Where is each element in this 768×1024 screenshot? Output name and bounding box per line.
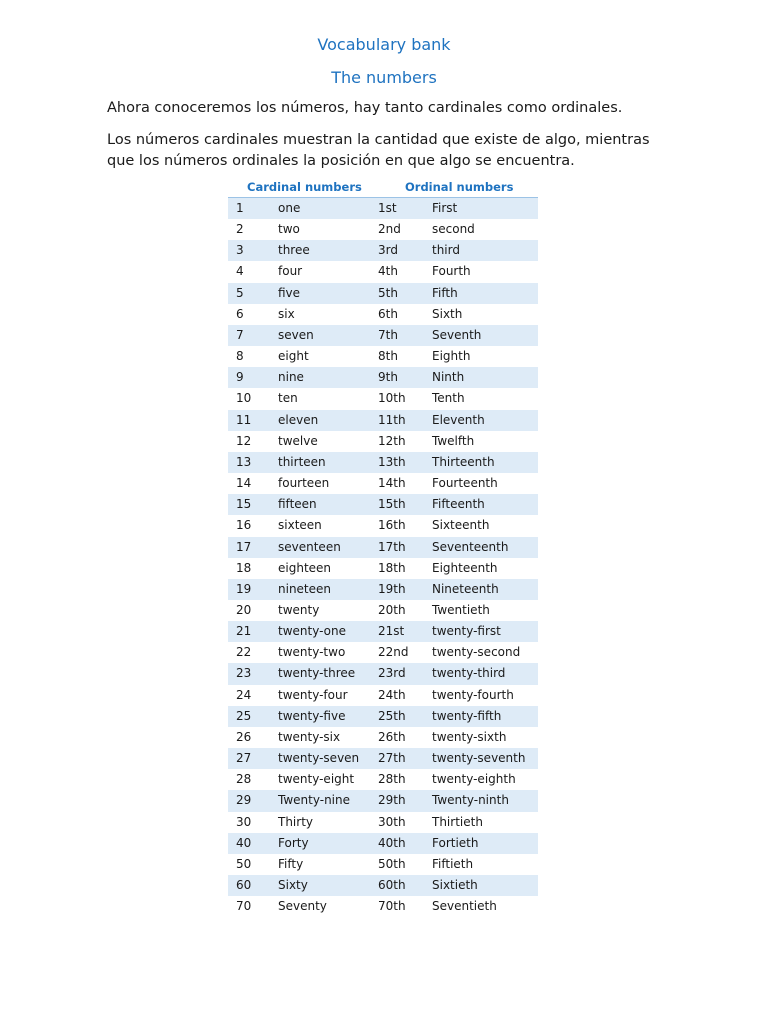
cardinal-digit: 13 bbox=[236, 454, 252, 469]
cardinal-numbers-header: Cardinal numbers bbox=[247, 180, 362, 194]
table-row bbox=[228, 875, 538, 896]
table-row bbox=[228, 748, 538, 769]
cardinal-word: seventeen bbox=[278, 539, 341, 554]
table-row bbox=[228, 685, 538, 706]
table-row bbox=[228, 621, 538, 642]
cardinal-word: five bbox=[278, 285, 301, 300]
table-row bbox=[228, 473, 538, 494]
table-row bbox=[228, 600, 538, 621]
ordinal-digit: 26th bbox=[378, 729, 406, 744]
cardinal-word: eleven bbox=[278, 412, 319, 427]
ordinal-digit: 70th bbox=[378, 899, 406, 914]
table-row bbox=[228, 304, 538, 325]
ordinal-word: Fourth bbox=[432, 264, 471, 279]
cardinal-digit: 14 bbox=[236, 476, 252, 491]
ordinal-digit: 14th bbox=[378, 476, 406, 491]
explanation-line-2: que los números ordinales la posición en que algo se encuentra. bbox=[107, 153, 575, 169]
cardinal-digit: 20 bbox=[236, 602, 252, 617]
cardinal-digit: 4 bbox=[236, 264, 244, 279]
page-title: Vocabulary bank bbox=[317, 35, 451, 54]
cardinal-digit: 11 bbox=[236, 412, 252, 427]
table-row bbox=[228, 198, 538, 219]
ordinal-word: twenty-eighth bbox=[432, 772, 516, 787]
ordinal-word: Nineteenth bbox=[432, 581, 499, 596]
ordinal-word: Eighteenth bbox=[432, 560, 498, 575]
ordinal-word: twenty-seventh bbox=[432, 751, 526, 766]
ordinal-digit: 6th bbox=[378, 306, 398, 321]
ordinal-digit: 7th bbox=[378, 327, 398, 342]
ordinal-digit: 18th bbox=[378, 560, 406, 575]
cardinal-word: Seventy bbox=[278, 899, 327, 914]
ordinal-digit: 2nd bbox=[378, 222, 401, 237]
cardinal-word: two bbox=[278, 222, 300, 237]
ordinal-word: Eleventh bbox=[432, 412, 485, 427]
ordinal-digit: 13th bbox=[378, 454, 406, 469]
ordinal-digit: 16th bbox=[378, 518, 406, 533]
page-subtitle: The numbers bbox=[331, 68, 437, 87]
ordinal-digit: 8th bbox=[378, 349, 398, 364]
ordinal-digit: 29th bbox=[378, 793, 406, 808]
ordinal-word: Fifteenth bbox=[432, 497, 485, 512]
ordinal-word: Twenty-ninth bbox=[432, 793, 509, 808]
ordinal-digit: 22nd bbox=[378, 645, 409, 660]
ordinal-digit: 1st bbox=[378, 201, 397, 215]
table-row bbox=[228, 410, 538, 431]
table-header bbox=[228, 179, 538, 197]
table-row bbox=[228, 896, 538, 917]
cardinal-word: one bbox=[278, 201, 301, 215]
table-row bbox=[228, 558, 538, 579]
cardinal-word: Sixty bbox=[278, 878, 308, 892]
table-row bbox=[228, 812, 538, 833]
table-row bbox=[228, 790, 538, 811]
ordinal-word: Tenth bbox=[432, 391, 465, 406]
ordinal-word: twenty-fifth bbox=[432, 708, 502, 723]
ordinal-word: Sixth bbox=[432, 306, 463, 321]
cardinal-word: twenty-six bbox=[278, 729, 341, 744]
cardinal-word: Thirty bbox=[278, 814, 314, 829]
table-row bbox=[228, 367, 538, 388]
cardinal-digit: 16 bbox=[236, 518, 252, 533]
cardinal-digit: 70 bbox=[236, 899, 252, 914]
ordinal-word: Fifth bbox=[432, 285, 458, 300]
cardinal-digit: 24 bbox=[236, 687, 252, 702]
cardinal-digit: 3 bbox=[236, 243, 244, 258]
cardinal-word: twenty-two bbox=[278, 645, 346, 660]
cardinal-word: Fifty bbox=[278, 856, 304, 871]
cardinal-digit: 12 bbox=[236, 433, 252, 448]
ordinal-word: Seventieth bbox=[432, 899, 497, 914]
cardinal-word: fourteen bbox=[278, 476, 330, 491]
ordinal-digit: 60th bbox=[378, 878, 406, 892]
table-row bbox=[228, 706, 538, 727]
cardinal-word: twenty-five bbox=[278, 708, 346, 723]
table-row bbox=[228, 642, 538, 663]
cardinal-digit: 23 bbox=[236, 666, 252, 681]
cardinal-digit: 25 bbox=[236, 708, 252, 723]
ordinal-word: Fortieth bbox=[432, 835, 479, 850]
ordinal-word: Fourteenth bbox=[432, 476, 498, 491]
cardinal-digit: 8 bbox=[236, 349, 244, 364]
cardinal-digit: 9 bbox=[236, 370, 244, 385]
ordinal-digit: 25th bbox=[378, 708, 406, 723]
explanation-line-1: Los números cardinales muestran la cantidad que existe de algo, mientras bbox=[107, 132, 650, 148]
cardinal-word: thirteen bbox=[278, 454, 326, 469]
cardinal-word: twenty-four bbox=[278, 687, 348, 702]
cardinal-word: three bbox=[278, 243, 310, 258]
cardinal-digit: 15 bbox=[236, 497, 252, 512]
ordinal-word: Ninth bbox=[432, 370, 465, 385]
cardinal-word: Twenty-nine bbox=[278, 793, 350, 808]
ordinal-word: Eighth bbox=[432, 349, 471, 364]
ordinal-digit: 10th bbox=[378, 391, 406, 406]
ordinal-numbers-header: Ordinal numbers bbox=[405, 180, 514, 194]
ordinal-digit: 4th bbox=[378, 264, 398, 279]
intro-paragraph: Ahora conoceremos los números, hay tanto cardinales como ordinales. bbox=[107, 100, 623, 116]
ordinal-digit: 28th bbox=[378, 772, 406, 787]
cardinal-word: sixteen bbox=[278, 518, 322, 533]
cardinal-word: eighteen bbox=[278, 560, 332, 575]
ordinal-digit: 20th bbox=[378, 602, 406, 617]
table-row bbox=[228, 388, 538, 409]
ordinal-digit: 21st bbox=[378, 624, 405, 639]
cardinal-digit: 6 bbox=[236, 306, 244, 321]
cardinal-word: seven bbox=[278, 327, 314, 342]
ordinal-word: Seventh bbox=[432, 327, 482, 342]
cardinal-word: Forty bbox=[278, 835, 309, 850]
ordinal-digit: 40th bbox=[378, 835, 406, 850]
cardinal-digit: 2 bbox=[236, 222, 244, 237]
table-row bbox=[228, 431, 538, 452]
ordinal-word: Thirtieth bbox=[432, 814, 483, 829]
cardinal-word: twenty-eight bbox=[278, 772, 355, 787]
ordinal-word: twenty-sixth bbox=[432, 729, 507, 744]
table-row bbox=[228, 283, 538, 304]
ordinal-digit: 9th bbox=[378, 370, 398, 385]
ordinal-digit: 30th bbox=[378, 814, 406, 829]
cardinal-digit: 40 bbox=[236, 835, 252, 850]
cardinal-word: twenty bbox=[278, 602, 320, 617]
cardinal-digit: 19 bbox=[236, 581, 252, 596]
ordinal-word: Seventeenth bbox=[432, 539, 509, 554]
table-row bbox=[228, 537, 538, 558]
cardinal-word: twenty-seven bbox=[278, 751, 360, 766]
ordinal-digit: 19th bbox=[378, 581, 406, 596]
table-row bbox=[228, 219, 538, 240]
cardinal-word: fifteen bbox=[278, 497, 317, 512]
ordinal-digit: 50th bbox=[378, 856, 406, 871]
table-row bbox=[228, 515, 538, 536]
ordinal-digit: 11th bbox=[378, 412, 406, 427]
ordinal-word: Twentieth bbox=[432, 602, 490, 617]
cardinal-word: twenty-three bbox=[278, 666, 356, 681]
cardinal-digit: 18 bbox=[236, 560, 252, 575]
explanation-paragraph bbox=[107, 130, 667, 172]
ordinal-word: second bbox=[432, 222, 475, 237]
cardinal-digit: 26 bbox=[236, 729, 252, 744]
table-row bbox=[228, 240, 538, 261]
cardinal-digit: 10 bbox=[236, 391, 252, 406]
ordinal-word: Fiftieth bbox=[432, 856, 474, 871]
cardinal-digit: 30 bbox=[236, 814, 252, 829]
cardinal-word: ten bbox=[278, 391, 298, 406]
ordinal-word: Sixtieth bbox=[432, 878, 478, 892]
ordinal-word: twenty-fourth bbox=[432, 687, 514, 702]
cardinal-digit: 50 bbox=[236, 856, 252, 871]
table-row bbox=[228, 727, 538, 748]
ordinal-word: twenty-second bbox=[432, 645, 521, 660]
ordinal-digit: 5th bbox=[378, 285, 398, 300]
cardinal-digit: 5 bbox=[236, 285, 244, 300]
table-row bbox=[228, 261, 538, 282]
ordinal-word: twenty-third bbox=[432, 666, 506, 681]
ordinal-digit: 12th bbox=[378, 433, 406, 448]
cardinal-digit: 1 bbox=[236, 201, 244, 215]
ordinal-digit: 15th bbox=[378, 497, 406, 512]
cardinal-digit: 7 bbox=[236, 327, 244, 342]
cardinal-digit: 21 bbox=[236, 624, 252, 639]
ordinal-digit: 24th bbox=[378, 687, 406, 702]
cardinal-word: twenty-one bbox=[278, 624, 346, 639]
cardinal-digit: 29 bbox=[236, 793, 252, 808]
cardinal-word: nineteen bbox=[278, 581, 332, 596]
ordinal-digit: 27th bbox=[378, 751, 406, 766]
numbers-table bbox=[228, 197, 538, 917]
ordinal-word: First bbox=[432, 201, 458, 215]
ordinal-word: Sixteenth bbox=[432, 518, 490, 533]
ordinal-digit: 23rd bbox=[378, 666, 406, 681]
table-row bbox=[228, 833, 538, 854]
ordinal-word: Thirteenth bbox=[432, 454, 495, 469]
cardinal-word: twelve bbox=[278, 433, 318, 448]
cardinal-digit: 27 bbox=[236, 751, 252, 766]
ordinal-digit: 17th bbox=[378, 539, 406, 554]
cardinal-word: eight bbox=[278, 349, 309, 364]
table-row bbox=[228, 494, 538, 515]
table-row bbox=[228, 854, 538, 875]
cardinal-digit: 17 bbox=[236, 539, 252, 554]
table-row bbox=[228, 325, 538, 346]
cardinal-word: six bbox=[278, 306, 295, 321]
ordinal-word: third bbox=[432, 243, 460, 258]
cardinal-digit: 28 bbox=[236, 772, 252, 787]
table-row bbox=[228, 579, 538, 600]
cardinal-digit: 60 bbox=[236, 878, 252, 892]
cardinal-digit: 22 bbox=[236, 645, 252, 660]
cardinal-word: nine bbox=[278, 370, 304, 385]
table-row bbox=[228, 769, 538, 790]
table-row bbox=[228, 663, 538, 684]
ordinal-word: Twelfth bbox=[432, 433, 475, 448]
ordinal-word: twenty-first bbox=[432, 624, 501, 639]
cardinal-word: four bbox=[278, 264, 303, 279]
ordinal-digit: 3rd bbox=[378, 243, 398, 258]
table-row bbox=[228, 346, 538, 367]
table-row bbox=[228, 452, 538, 473]
